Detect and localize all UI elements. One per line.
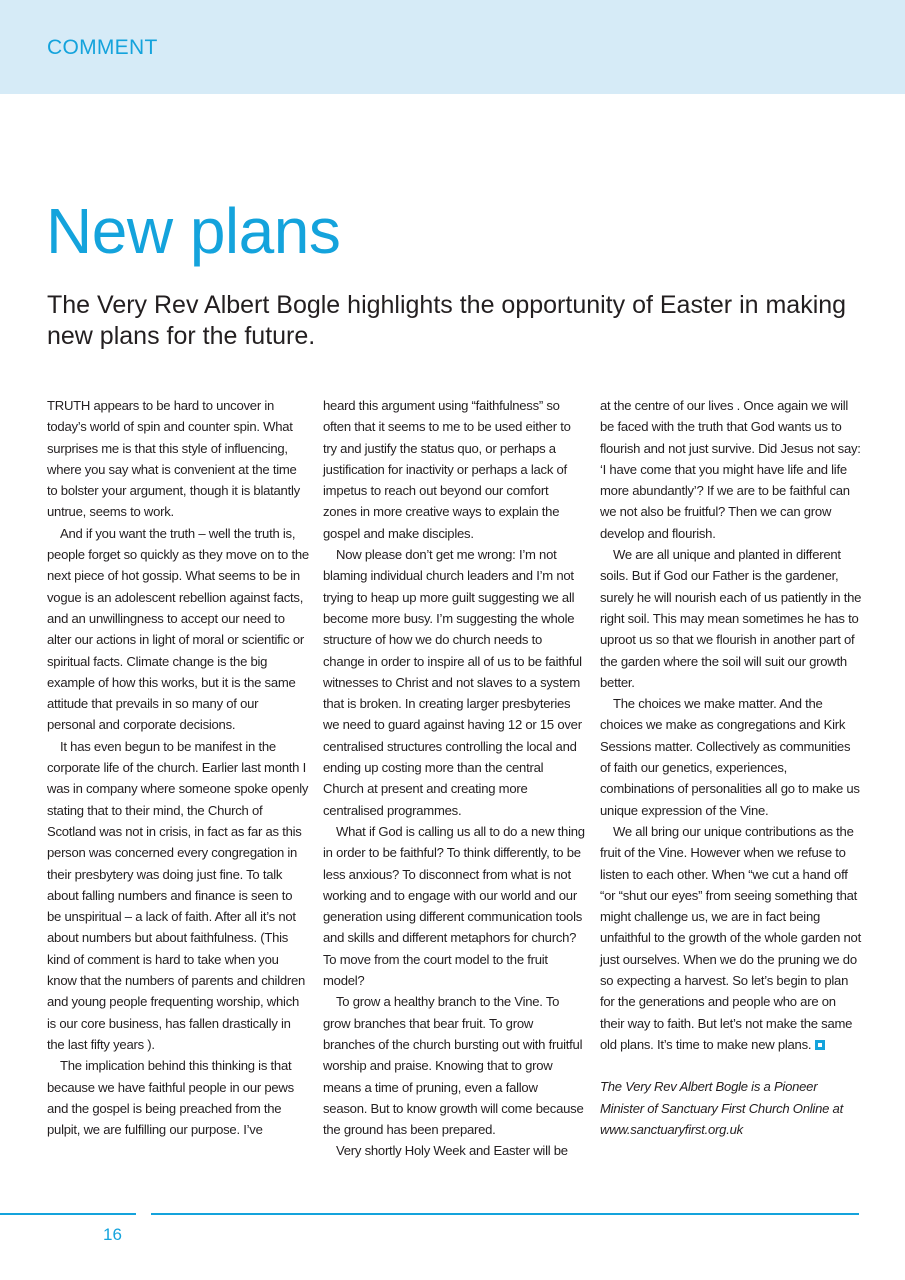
paragraph: We are all unique and planted in different soils. But if God our Father is the gardener, surely he will nourish each of us patiently in the right soil. This may mean sometimes he has to uproot us so that we flourish in another part of the garden where the soil will suit our growth better. — [600, 547, 862, 690]
page-number: 16 — [103, 1225, 122, 1244]
author-byline: The Very Rev Albert Bogle is a Pioneer Minister of Sanctuary First Church Online at www.sanctuaryfirst.org.uk — [600, 1079, 843, 1137]
section-label: COMMENT — [47, 36, 158, 59]
paragraph: The choices we make matter. And the choices we make as congregations and Kirk Sessions matter. Collectively as communities of faith our genetics, experiences, combinations of personalities all go to make us unique expression of the Vine. — [600, 696, 860, 818]
paragraph: Very shortly Holy Week and Easter will be — [336, 1143, 568, 1159]
paragraph: at the centre of our lives . Once again we will be faced with the truth that God wants us to flourish and not just survive. Did Jesus not say: ‘I have come that you might have life and life more abundantly’? If we are to be faithful can we not also be fruitful? Then we can grow develop and flourish. — [600, 398, 861, 541]
article-column-1 — [47, 395, 309, 1140]
paragraph: And if you want the truth – well the truth is, people forget so quickly as they move on to the next piece of hot gossip. What seems to be in vogue is an adolescent rebellion against facts, and an unwillingness to accept our need to alter our actions in light of moral or scientific or spiritual facts. Climate change is the big example of how this works, but it is the same attitude that prevails in so many of our personal and corporate decisions. — [47, 525, 309, 733]
end-of-article-icon — [815, 1040, 825, 1050]
article-title: New plans — [46, 195, 341, 267]
article-standfirst: The Very Rev Albert Bogle highlights the opportunity of Easter in making new plans for the future. — [47, 291, 847, 350]
article-column-3 — [600, 395, 862, 1140]
paragraph: TRUTH appears to be hard to uncover in today’s world of spin and counter spin. What surprises me is that this style of influencing, where you say what is convenient at the time to bolster your argument, though it is blatantly untrue, seems to work. — [47, 398, 300, 520]
paragraph: heard this argument using “faithfulness” so often that it seems to me to be used either to try and justify the status quo, or perhaps a justification for inactivity or perhaps a lack of impetus to reach out beyond our comfort zones in more creative ways to explain the gospel and make disciples. — [323, 398, 571, 541]
paragraph — [600, 821, 862, 1055]
paragraph: To grow a healthy branch to the Vine. To grow branches that bear fruit. To grow branches of the church bursting out with fruitful worship and praise. Knowing that to grow means a time of pruning, even a fallow season. But to know growth will come because the ground has been prepared. — [323, 994, 584, 1138]
footer-rule-right — [151, 1213, 859, 1215]
paragraph: The implication behind this thinking is that because we have faithful people in our pews and the gospel is being preached from the pulpit, we are fulfilling our purpose. I’ve — [47, 1058, 294, 1138]
paragraph: What if God is calling us all to do a new thing in order to be faithful? To think differently, to be less anxious? To disconnect from what is not working and to engage with our world and our generation using different communication tools and skills and different metaphors for church? To move from the court model to the fruit model? — [323, 823, 585, 989]
paragraph: It has even begun to be manifest in the corporate life of the church. Earlier last month I was in company where someone spoke openly stating that to their mind, the Church of Scotland was not in crisis, in fact as far as this person was concerned every congregation in their presbytery was doing just fine. To talk about falling numbers and finance is seen to be unspiritual – a lack of faith. After all it’s not about numbers but about faithfulness. (This kind of comment is hard to take when you know that the numbers of parents and children and young people frequenting worship, which is our core business, has fallen drastically in the last fifty years ). — [47, 738, 309, 1052]
article-column-2 — [323, 395, 585, 1162]
footer-rule-left — [0, 1213, 136, 1215]
paragraph: Now please don’t get me wrong: I’m not blaming individual church leaders and I’m not trying to heap up more guilt suggesting we all become more busy. I’m suggesting the whole structure of how we do church needs to change in order to inspire all of us to be faithful witnesses to Christ and not slaves to a system that is broken. In creating larger presbyteries we need to guard against having 12 or 15 over centralised structures controlling the local and ending up costing more than the central Church at present and creating more centralised programmes. — [323, 547, 582, 818]
paragraph-text: We all bring our unique contributions as the fruit of the Vine. However when we refuse to listen to each other. When “we cut a hand off “or “shut our eyes” from seeing something that might challenge us, we are in fact being unfaithful to the growth of the whole garden not just ourselves. When we do the pruning we do so expecting a harvest. So let’s begin to plan for the generations and people who are on their way to faith. But let’s not make the same old plans. It’s time to make new plans. — [600, 823, 861, 1052]
